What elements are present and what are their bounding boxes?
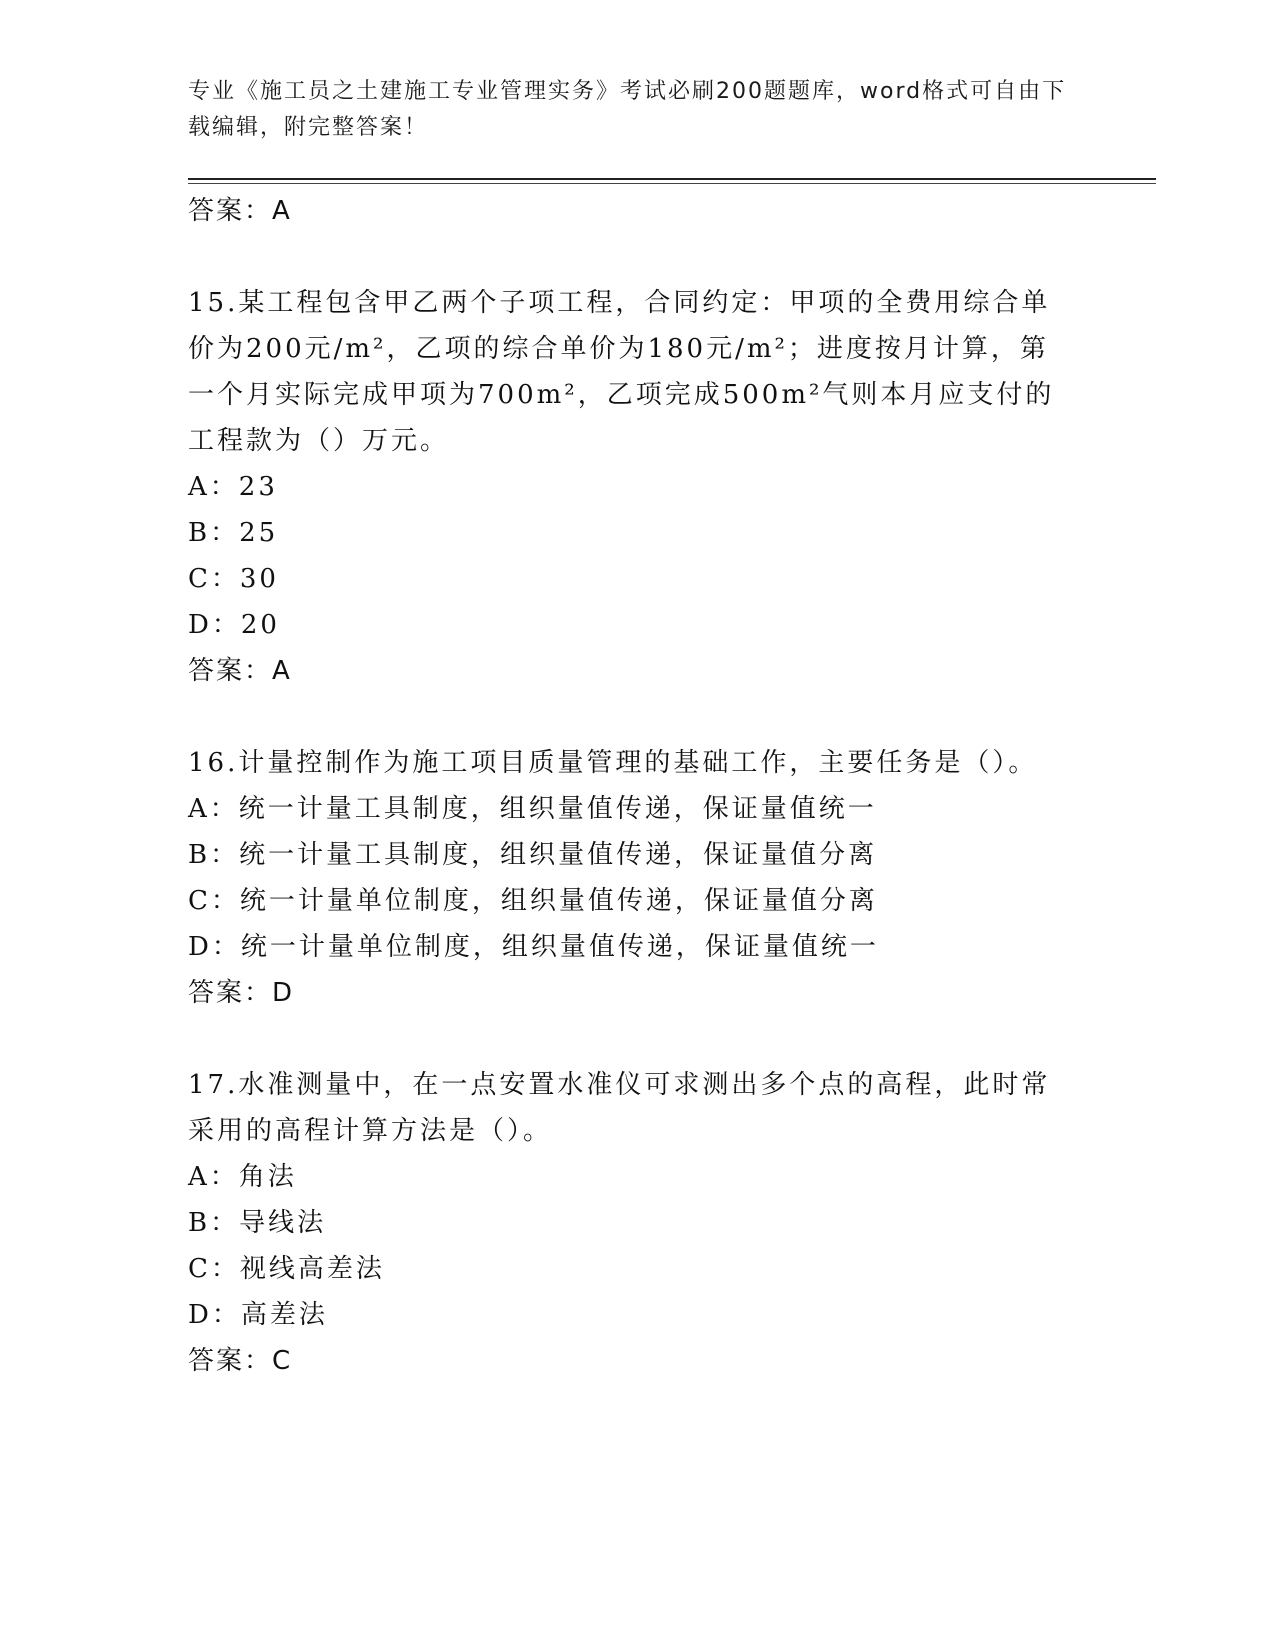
answer-17: 答案：C — [188, 1346, 293, 1376]
question-15-option-d: D：20 — [188, 610, 280, 640]
question-16-option-a: A：统一计量工具制度，组织量值传递，保证量值统一 — [188, 794, 877, 824]
question-16-text: 16.计量控制作为施工项目质量管理的基础工作，主要任务是（）。 — [188, 748, 1038, 778]
question-16-option-d: D：统一计量单位制度，组织量值传递，保证量值统一 — [188, 932, 879, 962]
question-17-option-c: C：视线高差法 — [188, 1254, 385, 1284]
question-15-option-c: C：30 — [188, 564, 279, 594]
spacer — [188, 234, 1088, 280]
question-15-text: 15.某工程包含甲乙两个子项工程，合同约定：甲项的全费用综合单价为200元/m²，乙项的综合单价为180元/m²；进度按月计算，第一个月实际完成甲项为700m²，乙项完成500m²气则本月应支付的工程款为（）万元。 — [188, 288, 1055, 456]
header-divider-thick — [188, 178, 1156, 180]
question-15-option-b: B：25 — [188, 518, 279, 548]
question-16-option-b: B：统一计量工具制度，组织量值传递，保证量值分离 — [188, 840, 878, 870]
question-17-option-a: A：角法 — [188, 1162, 297, 1192]
question-17-option-d: D：高差法 — [188, 1300, 328, 1330]
spacer — [188, 694, 1088, 740]
question-17-text: 17.水准测量中，在一点安置水准仪可求测出多个点的高程，此时常采用的高程计算方法是（）。 — [188, 1070, 1051, 1146]
answer-15: 答案：A — [188, 656, 292, 686]
header-divider-thin — [188, 183, 1156, 184]
question-15-option-a: A：23 — [188, 472, 278, 502]
spacer — [188, 1016, 1088, 1062]
answer-16: 答案：D — [188, 978, 295, 1008]
document-content — [188, 188, 1088, 1384]
question-16-option-c: C：统一计量单位制度，组织量值传递，保证量值分离 — [188, 886, 878, 916]
answer-14: 答案：A — [188, 196, 292, 226]
question-17-option-b: B：导线法 — [188, 1208, 327, 1238]
page-header: 专业《施工员之土建施工专业管理实务》考试必刷200题题库，word格式可自由下载编辑，附完整答案！ — [188, 79, 1067, 140]
